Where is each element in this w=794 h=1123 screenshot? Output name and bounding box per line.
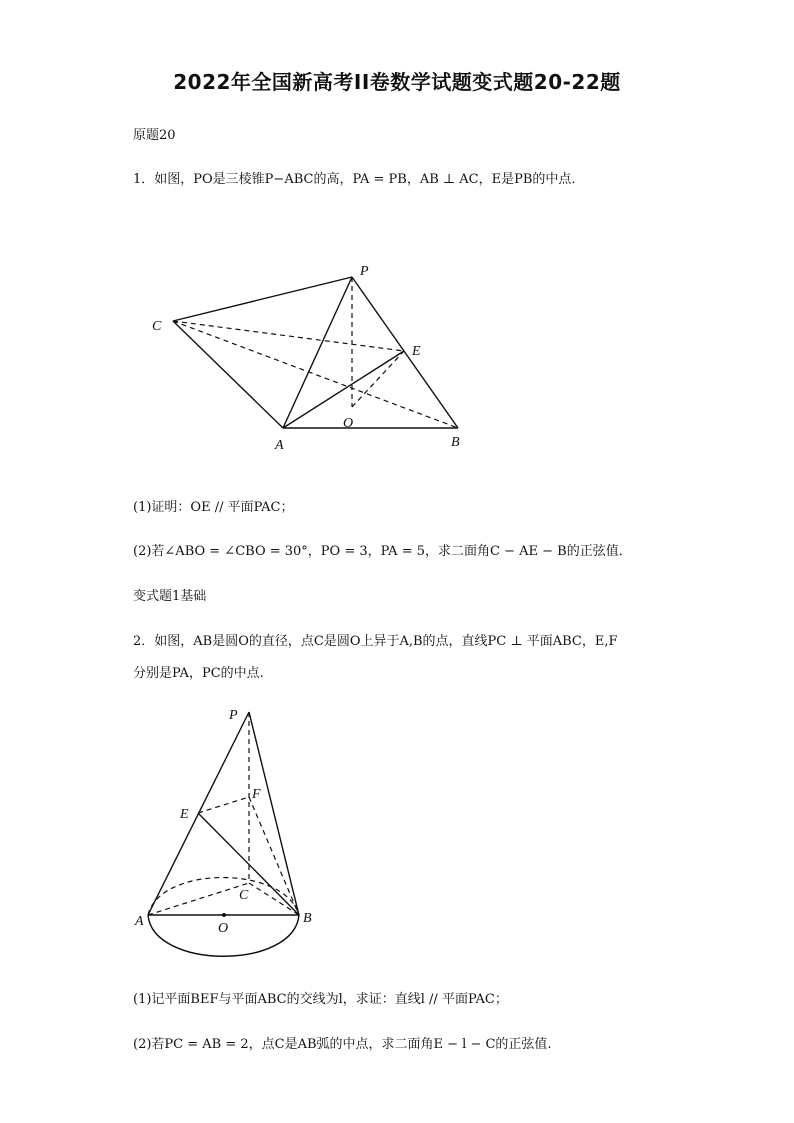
label-O: O [343, 416, 354, 431]
semicircle-back [148, 878, 299, 916]
segment-CB [173, 321, 458, 428]
label-B: B [303, 911, 312, 926]
label-F: F [252, 787, 261, 802]
label-P: P [229, 708, 238, 723]
segment-CB [249, 883, 299, 915]
label-C: C [152, 319, 162, 334]
edge-CP [173, 277, 352, 321]
edge-PB [352, 277, 458, 428]
question-1-part-1: (1)证明：OE // 平面PAC； [133, 500, 294, 515]
question-2-part-2: (2)若PC = AB = 2，点C是AB弧的中点，求二面角E − l − C的正弦值. [133, 1037, 552, 1052]
label-A: A [135, 914, 144, 929]
figure-2-cone [125, 700, 325, 970]
label-P: P [360, 264, 369, 279]
section-heading-variant-1: 变式题1基础 [133, 589, 207, 604]
section-heading-original: 原题20 [133, 128, 176, 143]
label-E: E [180, 807, 189, 822]
center-point-O [222, 913, 226, 917]
question-2-stem-line-2: 分别是PA，PC的中点. [133, 666, 264, 681]
page-title: 2022年全国新高考II卷数学试题变式题20-22题 [173, 70, 621, 94]
question-2-part-1: (1)记平面BEF与平面ABC的交线为l，求证：直线l // 平面PAC； [133, 992, 508, 1007]
segment-AC [148, 883, 249, 915]
question-1-part-2: (2)若∠ABO = ∠CBO = 30°，PO = 3，PA = 5，求二面角C − AE − B的正弦值． [133, 544, 632, 559]
segment-EB [198, 813, 299, 915]
edge-CA [173, 321, 283, 428]
label-O: O [218, 921, 229, 936]
question-2-stem-line-1: 2．如图，AB是圆O的直径，点C是圆O上异于A,B的点，直线PC ⊥ 平面ABC，E,F [133, 634, 618, 649]
segment-CE [173, 321, 404, 351]
question-1-stem: 1．如图，PO是三棱锥P−ABC的高，PA = PB，AB ⊥ AC，E是PB的中点． [133, 172, 585, 187]
label-B: B [451, 435, 460, 450]
figure-1-pyramid [140, 255, 480, 460]
label-E: E [412, 344, 421, 359]
label-C: C [239, 888, 249, 903]
label-A: A [275, 438, 284, 453]
